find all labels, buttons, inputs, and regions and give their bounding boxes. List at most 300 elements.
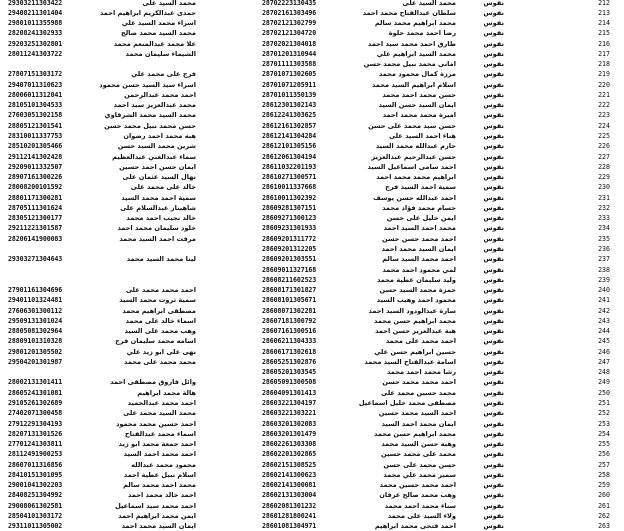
serial-number: 233 (598, 214, 610, 223)
name-left: احمد محمد احمد السيد (123, 450, 196, 459)
name-left: محمد السيد محمد الشرقاوي (104, 111, 196, 120)
national-id-right: 28603201302083 (262, 419, 317, 428)
table-row (0, 316, 624, 326)
table-row (0, 377, 624, 387)
name-right: سمية احمد السيد فرج (385, 183, 456, 192)
national-id-left: 29001041302203 (8, 481, 63, 490)
name-left: خلود سليمان محمد احمد (117, 224, 196, 233)
name-left: اسماء خالد على محمد (125, 316, 196, 325)
table-row (0, 223, 624, 233)
serial-number: 237 (598, 255, 610, 264)
region-cell: نفوس (483, 470, 504, 479)
serial-number: 226 (598, 142, 610, 151)
name-left: خالد نجيب احمد محمد (126, 214, 196, 223)
table-row (0, 490, 624, 500)
name-left: احمد محمد عبدالحميد (127, 399, 196, 408)
region-cell: نفوس (483, 193, 504, 202)
name-right: حازم عبدالله محمد السيد (375, 142, 456, 151)
region-cell: نفوس (483, 152, 504, 161)
name-right: محمد السيد على (402, 0, 456, 7)
name-right: حسام محمد فؤاد محمد (382, 203, 456, 212)
serial-number: 230 (598, 183, 610, 192)
national-id-right: 28608171301827 (262, 286, 317, 295)
national-id-left: 28208241302933 (8, 29, 63, 38)
table-row (0, 162, 624, 172)
national-id-left: 28105101304533 (8, 101, 63, 110)
region-cell: نفوس (483, 0, 504, 7)
national-id-left: 28504101303172 (8, 512, 63, 520)
name-right: ايمن خليل على حسن (386, 214, 456, 223)
serial-number: 223 (598, 111, 610, 120)
national-id-left: 29509131301024 (8, 316, 63, 325)
name-right: طارق احمد محمد سيد احمد (367, 39, 456, 48)
national-id-left: 27603051302158 (8, 111, 63, 120)
name-right: حسن عبدالرحيم عبدالعزيز (371, 152, 456, 161)
table-row (0, 357, 624, 367)
region-cell: نفوس (483, 224, 504, 233)
serial-number: 242 (598, 306, 610, 315)
table-row (0, 449, 624, 459)
name-right: ولاء السيد على محمد (387, 512, 456, 520)
name-right: اميرة محمد محمد احمد (382, 111, 456, 120)
table-row (0, 182, 624, 192)
table-row (0, 28, 624, 38)
national-id-left: 28607011316856 (8, 460, 63, 469)
national-id-right: 28602141300081 (262, 481, 317, 490)
region-cell: نفوس (483, 419, 504, 428)
national-id-right: 28609011327168 (262, 265, 317, 274)
national-id-left: 28605241301081 (8, 388, 63, 397)
serial-number: 232 (598, 203, 610, 212)
national-id-right: 28609201311772 (262, 234, 317, 243)
national-id-left: 28410151301095 (8, 470, 63, 479)
national-id-right: 28602201302865 (262, 450, 317, 459)
name-left: نهى على ابو زيد علي (126, 347, 196, 356)
table-row (0, 285, 624, 295)
national-id-right: 28610271300571 (262, 173, 317, 182)
name-right: اسلام ابراهيم السيد محمد (371, 80, 456, 89)
name-left: وائل فاروق مصطفى احمد (110, 378, 196, 387)
serial-number: 250 (598, 388, 610, 397)
national-id-left: 28008200101592 (8, 183, 63, 192)
name-left: احمد محمد عبدالرحمن (124, 90, 196, 99)
table-row (0, 80, 624, 90)
national-id-right: 28609281307151 (262, 203, 317, 212)
region-cell: نفوس (483, 90, 504, 99)
serial-number: 254 (598, 429, 610, 438)
table-row (0, 90, 624, 100)
name-left: احمد جمعة محمد ابو زيد (118, 440, 196, 449)
national-id-left: 27402071300458 (8, 409, 63, 418)
serial-number: 236 (598, 244, 610, 253)
region-cell: نفوس (483, 49, 504, 58)
national-id-right: 28603201301479 (262, 429, 317, 438)
national-id-right: 28606171302618 (262, 347, 317, 356)
name-right: وهبه حسن السيد محمد (381, 440, 456, 449)
serial-number: 214 (598, 19, 610, 28)
serial-number: 228 (598, 162, 610, 171)
region-cell: نفوس (483, 388, 504, 397)
serial-number: 240 (598, 286, 610, 295)
serial-number: 261 (598, 501, 610, 510)
name-right: احمد محمد على محمد (385, 337, 456, 346)
table-row (0, 501, 624, 511)
table-row (0, 234, 624, 244)
name-left: محمد احمد محمد سالم (123, 481, 196, 490)
name-left: محمد السيد على (142, 0, 196, 7)
region-cell: نفوس (483, 162, 504, 171)
region-cell: نفوس (483, 203, 504, 212)
national-id-left: 29504201301987 (8, 357, 63, 366)
national-id-left: 28907161300226 (8, 173, 63, 182)
national-id-right: 28612141304284 (262, 132, 317, 140)
name-right: لمي محمود احمد محمد (382, 265, 456, 274)
table-row (0, 39, 624, 49)
serial-number: 238 (598, 265, 610, 274)
name-right: حسن محمد احمد محمد (382, 90, 456, 99)
national-id-right: 28602261303308 (262, 440, 317, 449)
serial-number: 247 (598, 357, 610, 366)
national-id-left: 28805121301541 (8, 121, 63, 130)
table-row (0, 69, 624, 79)
table-row (0, 172, 624, 182)
region-cell: نفوس (483, 347, 504, 356)
region-cell: نفوس (483, 296, 504, 305)
national-id-left: 28310011337753 (8, 132, 63, 140)
table-row (0, 480, 624, 490)
name-left: اسلام نبيل عطية احمد (123, 470, 196, 479)
name-left: سمية احمد محمد السيد (121, 193, 196, 202)
table-row (0, 49, 624, 59)
national-id-left: 29203251302801 (8, 39, 63, 48)
serial-number: 229 (598, 173, 610, 182)
name-left: محمد السيد محمد على (123, 409, 196, 418)
serial-number: 256 (598, 450, 610, 459)
national-id-right: 28609271300123 (262, 214, 317, 223)
name-right: محمد ابراهيم حسن محمد (374, 316, 456, 325)
national-id-right: 28612241303625 (262, 111, 317, 120)
table-row (0, 460, 624, 470)
region-cell: نفوس (483, 512, 504, 520)
serial-number: 213 (598, 8, 610, 17)
serial-number: 219 (598, 70, 610, 79)
name-right: محمد على محمد حسين (381, 450, 456, 459)
table-row (0, 419, 624, 429)
name-right: سناء محمد احمد محمد (384, 501, 456, 510)
name-left: ايمن محمد ابراهيم احمد (118, 512, 196, 520)
name-left: لينا محمد السيد محمد (126, 255, 196, 264)
table-row (0, 213, 624, 223)
serial-number: 231 (598, 193, 610, 202)
serial-number: 258 (598, 470, 610, 479)
national-id-right: 28609231301933 (262, 224, 317, 233)
region-cell: نفوس (483, 244, 504, 253)
name-right: سمير محمد علي محمد (383, 470, 456, 479)
national-id-left: 29209011332507 (8, 162, 63, 171)
serial-number: 245 (598, 337, 610, 346)
national-id-right: 28601081304971 (262, 522, 317, 531)
name-right: محمود احمد وهيب السيد (376, 296, 456, 305)
national-id-left: 29408211301404 (8, 8, 63, 17)
region-cell: نفوس (483, 481, 504, 490)
name-right: احمد محمد حسين محمد (379, 481, 456, 490)
serial-number: 255 (598, 440, 610, 449)
national-id-right: 28603221303221 (262, 409, 317, 418)
national-id-right: 28606211304333 (262, 337, 317, 346)
national-id-right: 28608101305671 (262, 296, 317, 305)
region-cell: نفوس (483, 121, 504, 130)
national-id-right: 28609201312205 (262, 244, 317, 253)
region-cell: نفوس (483, 450, 504, 459)
region-cell: نفوس (483, 286, 504, 295)
national-id-left: 29112141302428 (8, 152, 63, 161)
table-row (0, 521, 624, 531)
national-id-left: 27912291304193 (8, 419, 63, 428)
national-id-left: 28801171300281 (8, 193, 63, 202)
table-row (0, 388, 624, 398)
national-id-right: 28610011337668 (262, 183, 317, 192)
name-right: حسن محمد على حسن (383, 460, 456, 469)
table-row (0, 152, 624, 162)
national-id-left: 27701241303811 (8, 440, 63, 449)
national-id-right: 28612301302143 (262, 101, 317, 110)
national-id-right: 28702223130435 (262, 0, 317, 7)
serial-number: 257 (598, 460, 610, 469)
national-id-right: 28605091300508 (262, 378, 317, 387)
name-left: ايمان حسن احمد حسين (119, 162, 196, 171)
serial-number: 212 (598, 0, 610, 7)
region-cell: نفوس (483, 255, 504, 264)
serial-number: 252 (598, 409, 610, 418)
region-cell: نفوس (483, 522, 504, 531)
national-id-left: 28705111301624 (8, 203, 63, 212)
table-row (0, 275, 624, 285)
region-cell: نفوس (483, 8, 504, 17)
name-right: ايمان السيد حسن السيد (378, 101, 456, 110)
serial-number: 225 (598, 132, 610, 140)
national-id-left: 28206141900083 (8, 234, 63, 243)
national-id-left: 28011241303722 (8, 49, 63, 58)
region-cell: نفوس (483, 440, 504, 449)
name-left: احمد محمد سيد اسماعيل (115, 501, 196, 510)
table-row (0, 367, 624, 377)
name-left: الشيماء سليمان محمد (125, 49, 196, 58)
national-id-right: 28607161300516 (262, 327, 317, 336)
name-left: محمد محمد على محمد (124, 357, 196, 366)
national-id-right: 28603221304197 (262, 399, 317, 408)
name-right: احمد السيد محمد حسين (378, 409, 456, 418)
region-cell: نفوس (483, 306, 504, 315)
name-left: حسن محمد نبيل محمد حسن (104, 121, 196, 130)
name-left: هالة محمد ابراهيم (137, 388, 196, 397)
table-row (0, 8, 624, 18)
name-left: مصطفى ابراهيم محمد (122, 306, 196, 315)
table-row (0, 0, 624, 8)
region-cell: نفوس (483, 316, 504, 325)
name-right: محمد حسين محمد على (381, 388, 456, 397)
serial-number: 218 (598, 60, 610, 69)
name-left: شاهيناز عبدالسلام على (120, 203, 196, 212)
serial-number: 259 (598, 481, 610, 490)
name-left: مرفت احمد السيد محمد (119, 234, 196, 243)
national-id-right: 28701111303588 (262, 60, 317, 69)
region-cell: نفوس (483, 39, 504, 48)
table-row (0, 408, 624, 418)
name-right: وهب محمد صالح عرفان (379, 491, 456, 500)
national-id-right: 28602151308525 (262, 460, 317, 469)
national-id-right: 28612101305156 (262, 142, 317, 151)
table-row (0, 439, 624, 449)
name-left: سمية ثروت محمد السيد (119, 296, 196, 305)
serial-number: 263 (598, 522, 610, 531)
serial-number: 262 (598, 512, 610, 520)
name-right: هناء احمد السيد على (388, 132, 456, 140)
table-row (0, 470, 624, 480)
table-row (0, 141, 624, 151)
national-id-right: 28702161303496 (262, 8, 317, 17)
national-id-right: 28609201303551 (262, 255, 317, 264)
region-cell: نفوس (483, 265, 504, 274)
name-left: خالد على محمد على (130, 183, 196, 192)
national-id-right: 28602141300623 (262, 470, 317, 479)
national-id-right: 28605251302876 (262, 357, 317, 366)
serial-number: 243 (598, 316, 610, 325)
region-cell: نفوس (483, 275, 504, 284)
national-id-left: 29801201305502 (8, 347, 63, 356)
name-right: احمد فتحى محمد ابراهيم (374, 522, 456, 531)
national-id-left: 29401101324481 (8, 296, 63, 305)
region-cell: نفوس (483, 101, 504, 110)
name-right: اسامة عبدالفتاح السيد محمد (364, 357, 456, 366)
region-cell: نفوس (483, 327, 504, 336)
region-cell: نفوس (483, 70, 504, 79)
serial-number: 260 (598, 491, 610, 500)
region-cell: نفوس (483, 173, 504, 182)
name-right: محمد احمد السيد احمد (383, 224, 456, 233)
national-id-right: 28612161302857 (262, 121, 317, 130)
serial-number: 253 (598, 419, 610, 428)
name-left: نهال السيد عثمان على (122, 173, 196, 182)
table-row (0, 203, 624, 213)
table-row (0, 121, 624, 131)
name-right: ايمان السيد محمد احمد (381, 244, 456, 253)
table-row (0, 306, 624, 316)
region-cell: نفوس (483, 142, 504, 151)
name-left: اسراء محمد السيد علي (121, 19, 196, 28)
national-id-left: 28510201305466 (8, 142, 63, 151)
name-left: اسامه محمد سليمان فرج (115, 337, 196, 346)
region-cell: نفوس (483, 501, 504, 510)
national-id-left: 27901161304696 (8, 286, 63, 295)
region-cell: نفوس (483, 491, 504, 500)
national-id-left: 28112491900253 (8, 450, 63, 459)
name-left: محمد السيد محمد صالح (120, 29, 196, 38)
table-row (0, 131, 624, 141)
name-right: وليد سليمان عطية محمد (376, 275, 456, 284)
name-right: احمد محمد السيد سالم (382, 255, 456, 264)
serial-number: 224 (598, 121, 610, 130)
region-cell: نفوس (483, 399, 504, 408)
serial-number: 222 (598, 101, 610, 110)
national-id-left: 29105261302689 (8, 399, 63, 408)
national-id-left: 28408251304992 (8, 491, 63, 500)
name-right: حمزة محمد السيد حسن (379, 286, 456, 295)
name-left: اسماء محمد عبدالفتاح (124, 429, 196, 438)
national-id-left: 27807151303172 (8, 70, 63, 79)
table-row (0, 295, 624, 305)
region-cell: نفوس (483, 19, 504, 28)
national-id-right: 28602081301232 (262, 501, 317, 510)
name-right: احمد عبدالله حسن يوسف (373, 193, 456, 202)
region-cell: نفوس (483, 460, 504, 469)
name-right: مرزة كمال محمود محمد (378, 70, 456, 79)
serial-number: 251 (598, 399, 610, 408)
national-id-left: 28809101310328 (8, 337, 63, 346)
name-right: سارة عبدالودود السيد احمد (368, 306, 456, 315)
name-right: احمد محمد حسن حسن (382, 234, 456, 243)
national-id-left: 27606301300112 (8, 306, 63, 315)
region-cell: نفوس (483, 337, 504, 346)
table-row (0, 265, 624, 275)
serial-number: 239 (598, 275, 610, 284)
serial-number: 235 (598, 234, 610, 243)
name-right: محمد السيد ابراهيم علي (376, 49, 456, 58)
region-cell: نفوس (483, 234, 504, 243)
national-id-right: 28702021304018 (262, 39, 317, 48)
table-row (0, 18, 624, 28)
name-left: هبه محمد احمد رضوان (123, 132, 196, 140)
national-id-right: 28611032201193 (262, 162, 317, 171)
national-id-right: 28601281800241 (262, 512, 317, 520)
name-left: احمد محمد محمد على (125, 286, 196, 295)
table-row (0, 244, 624, 254)
national-id-left: 28305121300177 (8, 214, 63, 223)
region-cell: نفوس (483, 378, 504, 387)
region-cell: نفوس (483, 409, 504, 418)
region-cell: نفوس (483, 368, 504, 377)
serial-number: 227 (598, 152, 610, 161)
table-row (0, 110, 624, 120)
region-cell: نفوس (483, 80, 504, 89)
national-id-right: 28602131303004 (262, 491, 317, 500)
name-right: حسين ابراهيم حسن علي (374, 347, 456, 356)
region-cell: نفوس (483, 60, 504, 69)
national-id-right: 28701201310944 (262, 49, 317, 58)
national-id-left: 29303271304643 (8, 255, 63, 264)
region-cell: نفوس (483, 429, 504, 438)
serial-number: 216 (598, 39, 610, 48)
name-right: حسن سيد محمد على حسن (368, 121, 456, 130)
table-row (0, 254, 624, 264)
name-left: علا محمد عبدالمنعم محمد (113, 39, 196, 48)
national-id-right: 28702121302799 (262, 19, 317, 28)
national-id-right: 28701011350139 (262, 90, 317, 99)
national-id-right: 28605201303545 (262, 368, 317, 377)
name-left: محمود محمد عبدالله (131, 460, 196, 469)
table-row (0, 429, 624, 439)
national-id-right: 28701071205911 (262, 80, 317, 89)
national-id-right: 28701071302605 (262, 70, 317, 79)
national-id-right: 28608071302281 (262, 306, 317, 315)
serial-number: 215 (598, 29, 610, 38)
table-row (0, 326, 624, 336)
name-right: هبة عبدالعزيز حسن احمد (375, 327, 456, 336)
name-right: محمد ابراهيم حسن محمد (374, 429, 456, 438)
serial-number: 221 (598, 90, 610, 99)
name-left: فرج على محمد علي (131, 70, 196, 79)
name-left: سماء عبدالغني عبدالعظيم (112, 152, 196, 161)
national-id-left: 29303211303422 (8, 0, 63, 7)
